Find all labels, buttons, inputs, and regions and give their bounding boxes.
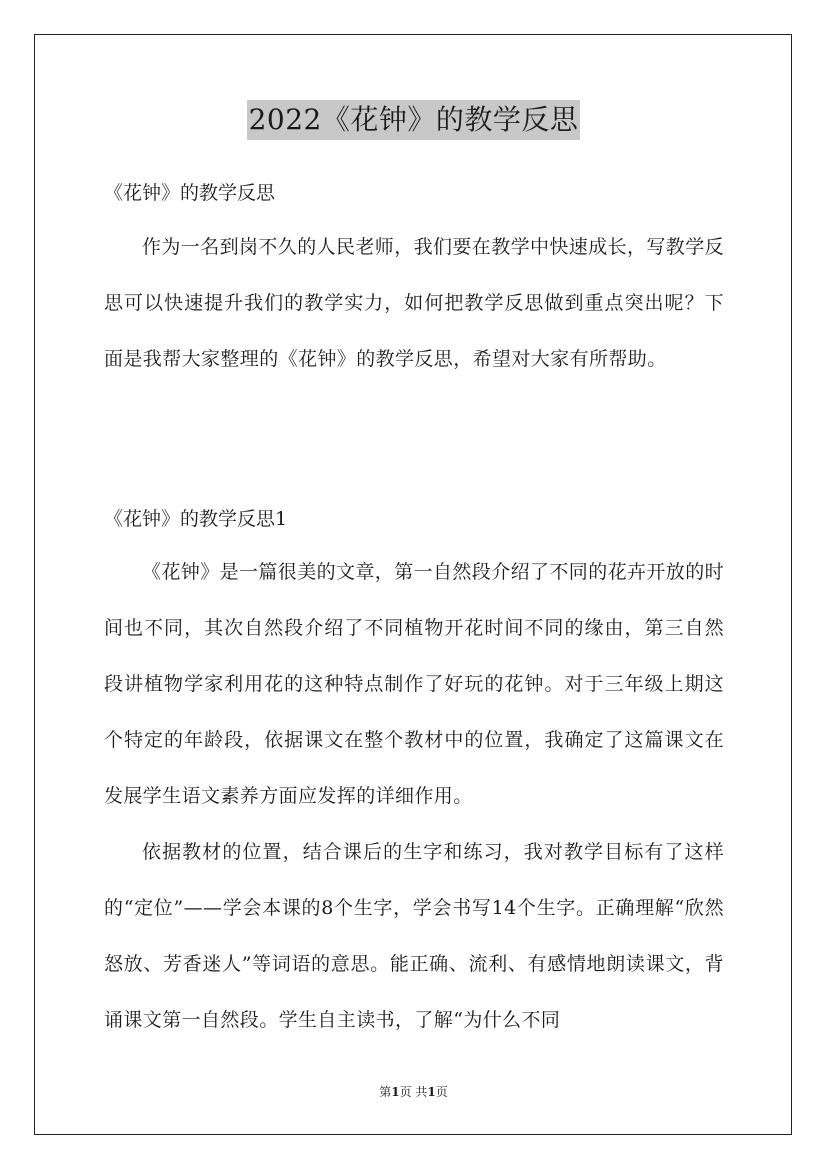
intro-paragraph: 作为一名到岗不久的人民老师，我们要在教学中快速成长，写教学反思可以快速提升我们的教学实力，如何把教学反思做到重点突出呢？下面是我帮大家整理的《花钟》的教学反思，希望对大家有所帮助。 bbox=[104, 236, 725, 370]
intro-section bbox=[104, 219, 724, 387]
footer-page-suffix: 页 bbox=[435, 1085, 448, 1099]
section1-body bbox=[104, 544, 724, 1048]
document-title: 2022《花钟》的教学反思 bbox=[247, 100, 581, 140]
intro-heading: 《花钟》的教学反思 bbox=[104, 182, 276, 204]
section1-paragraph-2: 依据教材的位置，结合课后的生字和练习，我对教学目标有了这样的“定位”——学会本课的8个生字，学会书写14个生字。正确理解“欣然怒放、芳香迷人”等词语的意思。能正确、流利、有感情地朗读课文，背诵课文第一自然段。学生自主读书，了解“为什么不同 bbox=[104, 841, 724, 1031]
section1-heading: 《花钟》的教学反思1 bbox=[104, 508, 288, 530]
footer-page-mid: 页 共 bbox=[399, 1085, 428, 1099]
title-container bbox=[0, 100, 827, 140]
footer-page-prefix: 第 bbox=[379, 1085, 392, 1099]
page-footer bbox=[0, 1083, 827, 1101]
footer-page-total: 1 bbox=[427, 1085, 436, 1099]
footer-page-current: 1 bbox=[391, 1085, 400, 1099]
section1-paragraph-1: 《花钟》是一篇很美的文章，第一自然段介绍了不同的花卉开放的时间也不同，其次自然段介绍了不同植物开花时间不同的缘由，第三自然段讲植物学家利用花的这种特点制作了好玩的花钟。对于三年级上期这个特定的年龄段，依据课文在整个教材中的位置，我确定了这篇课文在发展学生语文素养方面应发挥的详细作用。 bbox=[104, 561, 725, 807]
